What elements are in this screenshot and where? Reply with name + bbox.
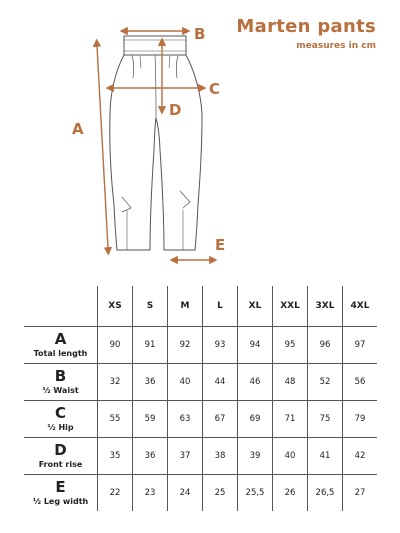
table-cell: 40 <box>273 438 308 475</box>
table-row <box>24 401 377 438</box>
row-letter: B <box>54 366 67 385</box>
table-cell: 44 <box>203 364 238 401</box>
size-header-3xl: 3XL <box>308 286 343 327</box>
size-header-s: S <box>133 286 168 327</box>
table-cell: 71 <box>273 401 308 438</box>
table-cell: 39 <box>238 438 273 475</box>
label-d: D <box>169 101 182 119</box>
row-letter: A <box>54 329 67 348</box>
table-cell: 92 <box>168 327 203 364</box>
table-cell: 69 <box>238 401 273 438</box>
table-cell: 55 <box>98 401 133 438</box>
table-cell: 22 <box>98 475 133 512</box>
row-measure-name: ½ Leg width <box>32 496 89 506</box>
table-cell: 26,5 <box>308 475 343 512</box>
table-cell: 24 <box>168 475 203 512</box>
size-header-m: M <box>168 286 203 327</box>
table-cell: 67 <box>203 401 238 438</box>
table-cell: 93 <box>203 327 238 364</box>
table-cell: 32 <box>98 364 133 401</box>
table-cell: 42 <box>343 438 378 475</box>
page-title: Marten pants <box>236 16 376 37</box>
table-cell: 25 <box>203 475 238 512</box>
size-header-4xl: 4XL <box>343 286 378 327</box>
pants-outline <box>110 36 202 250</box>
table-cell: 25,5 <box>238 475 273 512</box>
label-b: B <box>194 25 206 43</box>
table-cell: 38 <box>203 438 238 475</box>
table-cell: 35 <box>98 438 133 475</box>
table-cell: 46 <box>238 364 273 401</box>
table-cell: 26 <box>273 475 308 512</box>
row-measure-name: ½ Hip <box>47 422 74 432</box>
row-header-a <box>24 327 98 364</box>
row-letter: C <box>54 403 66 422</box>
row-header-b <box>24 364 98 401</box>
table-cell: 96 <box>308 327 343 364</box>
table-cell: 90 <box>98 327 133 364</box>
table-row <box>24 327 377 364</box>
table-cell: 56 <box>343 364 378 401</box>
table-cell: 91 <box>133 327 168 364</box>
table-cell: 94 <box>238 327 273 364</box>
table-cell: 41 <box>308 438 343 475</box>
label-c: C <box>209 80 221 98</box>
label-a: A <box>72 120 84 138</box>
row-letter: D <box>54 440 67 459</box>
table-cell: 75 <box>308 401 343 438</box>
table-cell: 27 <box>343 475 378 512</box>
row-header-d <box>24 438 98 475</box>
row-measure-name: Front rise <box>38 459 83 469</box>
size-header-xxl: XXL <box>273 286 308 327</box>
table-cell: 79 <box>343 401 378 438</box>
size-header-l: L <box>203 286 238 327</box>
table-row <box>24 364 377 401</box>
table-cell: 63 <box>168 401 203 438</box>
table-cell: 36 <box>133 438 168 475</box>
row-header-c <box>24 401 98 438</box>
label-e: E <box>215 236 226 254</box>
size-header-xl: XL <box>238 286 273 327</box>
row-measure-name: Total length <box>33 348 88 358</box>
measure-lines <box>97 31 210 260</box>
size-header-xs: XS <box>98 286 133 327</box>
table-cell: 52 <box>308 364 343 401</box>
table-cell: 97 <box>343 327 378 364</box>
measure-line-a <box>97 46 108 248</box>
row-letter: E <box>55 477 66 496</box>
size-header-row <box>24 286 377 327</box>
table-corner <box>24 286 98 327</box>
page-subtitle: measures in cm <box>296 41 376 51</box>
table-cell: 36 <box>133 364 168 401</box>
table-cell: 23 <box>133 475 168 512</box>
row-measure-name: ½ Waist <box>42 385 79 395</box>
table-cell: 59 <box>133 401 168 438</box>
table-cell: 48 <box>273 364 308 401</box>
table-cell: 95 <box>273 327 308 364</box>
table-row <box>24 475 377 512</box>
table-cell: 40 <box>168 364 203 401</box>
table-row <box>24 438 377 475</box>
table-cell: 37 <box>168 438 203 475</box>
row-header-e <box>24 475 98 512</box>
size-chart-table <box>24 286 377 511</box>
